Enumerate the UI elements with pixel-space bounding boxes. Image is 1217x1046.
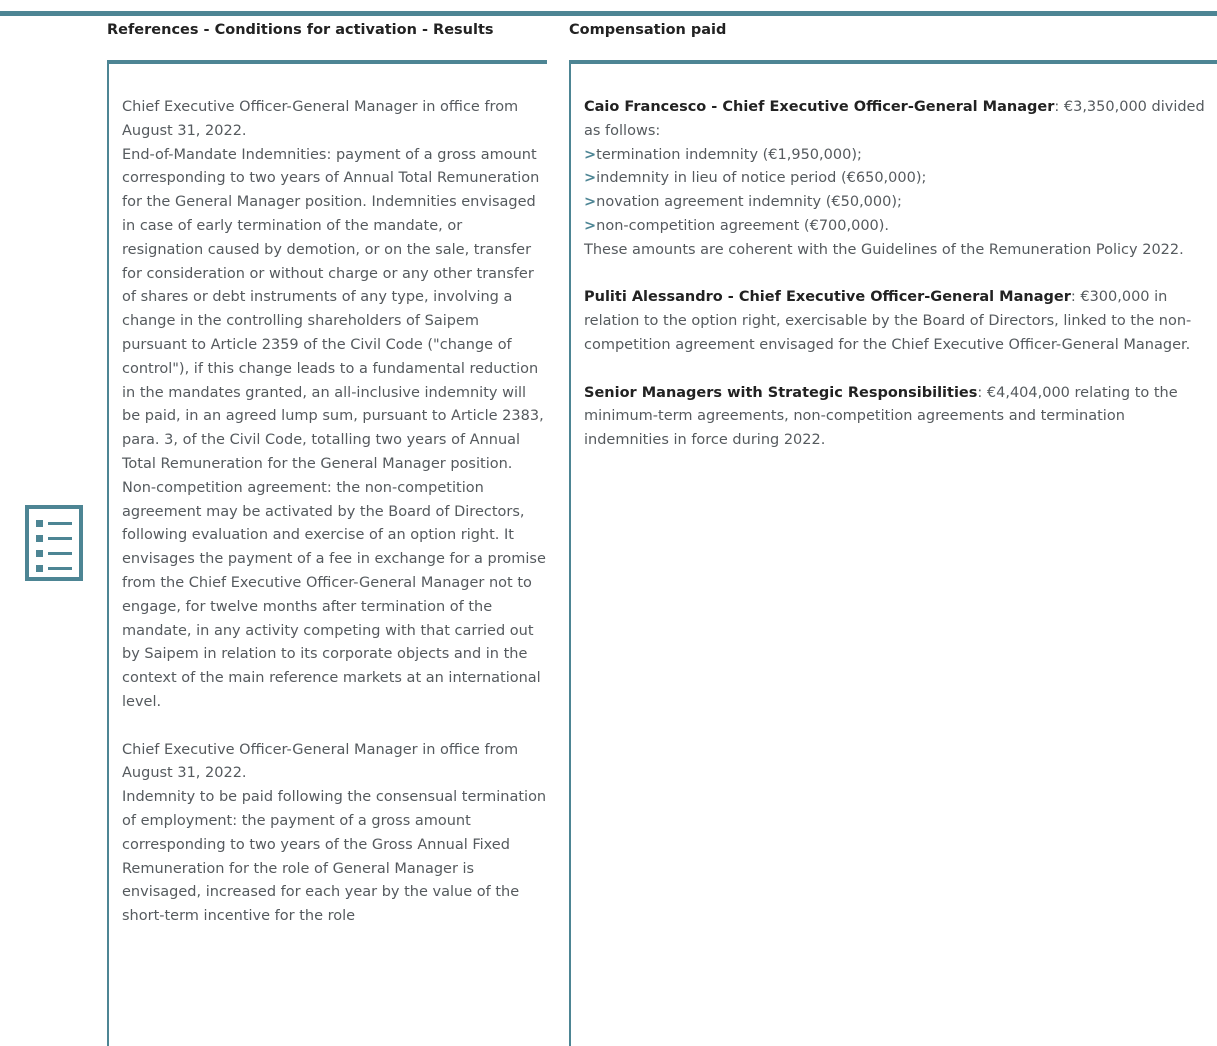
bullet-item: >novation agreement indemnity (€50,000); <box>584 194 902 211</box>
right-column-top-rule <box>569 60 1217 64</box>
entry-text: : €4,404,000 relating to the minimum-term agreements, non-competition agreements and termination indemnities in force during 2022. <box>584 384 1178 449</box>
left-column-side-rule <box>107 60 109 1046</box>
chevron-right-icon: > <box>584 170 597 187</box>
left-column-top-rule <box>107 60 547 64</box>
bullet-item: >non-competition agreement (€700,000). <box>584 217 890 234</box>
entry-text: : €300,000 in relation to the option right, exercisable by the Board of Directors, linked to the non-competition agreement envisaged for the Chief Executive Officer-General Manager. <box>584 289 1192 353</box>
column-heading-references: References - Conditions for activation - Results <box>107 22 494 38</box>
compensation-entry-senior-managers <box>584 382 1209 453</box>
bullet-item: >termination indemnity (€1,950,000); <box>584 146 862 163</box>
compensation-entry-puliti <box>584 286 1209 357</box>
compensation-entry-caio <box>584 96 1209 144</box>
left-paragraph: End-of-Mandate Indemnities: payment of a gross amount corresponding to two years of Annual Total Remuneration for the General Manager position. Indemnities envisaged in case of early termination of the mandate, or resignation caused by demotion, or on the sale, transfer for consideration or without charge or any other transfer of shares or debt instruments of any type, involving a change in the controlling shareholders of Saipem pursuant to Article 2359 of the Civil Code ("change of control"), if this change leads to a fundamental reduction in the mandates granted, an all-inclusive indemnity will be paid, in an agreed lump sum, pursuant to Article 2383, para. 3, of the Civil Code, totalling two years of Annual Total Remuneration for the General Manager position. <box>122 146 544 472</box>
left-paragraph: Indemnity to be paid following the consensual termination of employment: the payment of a gross amount corresponding to two years of the Gross Annual Fixed Remuneration for the role of General Manager is envisaged, increased for each year by the value of the short-term incentive for the role <box>122 789 547 925</box>
entry-text: : €3,350,000 divided as follows: <box>584 99 1205 139</box>
entry-name: Senior Managers with Strategic Responsibilities <box>584 384 978 401</box>
entry-name: Caio Francesco - Chief Executive Officer-General Manager <box>584 99 1055 115</box>
chevron-right-icon: > <box>584 146 597 163</box>
left-paragraph: Non-competition agreement: the non-competition agreement may be activated by the Board of Directors, following evaluation and exercise of an option right. It envisages the payment of a fee in exchange for a promise from the Chief Executive Officer-General Manager not to engage, for twelve months after termination of the mandate, in any activity competing with that carried out by Saipem in relation to its corporate objects and in the context of the main reference markets at an international level. <box>122 479 546 710</box>
left-column-text <box>122 96 547 929</box>
entry-note: These amounts are coherent with the Guidelines of the Remuneration Policy 2022. <box>584 241 1184 258</box>
right-column-text <box>584 96 1209 453</box>
list-document-icon <box>25 505 83 581</box>
right-column-side-rule <box>569 60 571 1046</box>
chevron-right-icon: > <box>584 194 597 211</box>
bullet-item: >indemnity in lieu of notice period (€650,000); <box>584 170 927 187</box>
entry-name: Puliti Alessandro - Chief Executive Officer-General Manager <box>584 289 1071 306</box>
top-rule <box>0 11 1217 16</box>
chevron-right-icon: > <box>584 217 597 234</box>
left-paragraph: Chief Executive Officer-General Manager in office from August 31, 2022. <box>122 99 519 139</box>
column-heading-compensation: Compensation paid <box>569 22 727 38</box>
left-paragraph: Chief Executive Officer-General Manager in office from August 31, 2022. <box>122 741 519 782</box>
